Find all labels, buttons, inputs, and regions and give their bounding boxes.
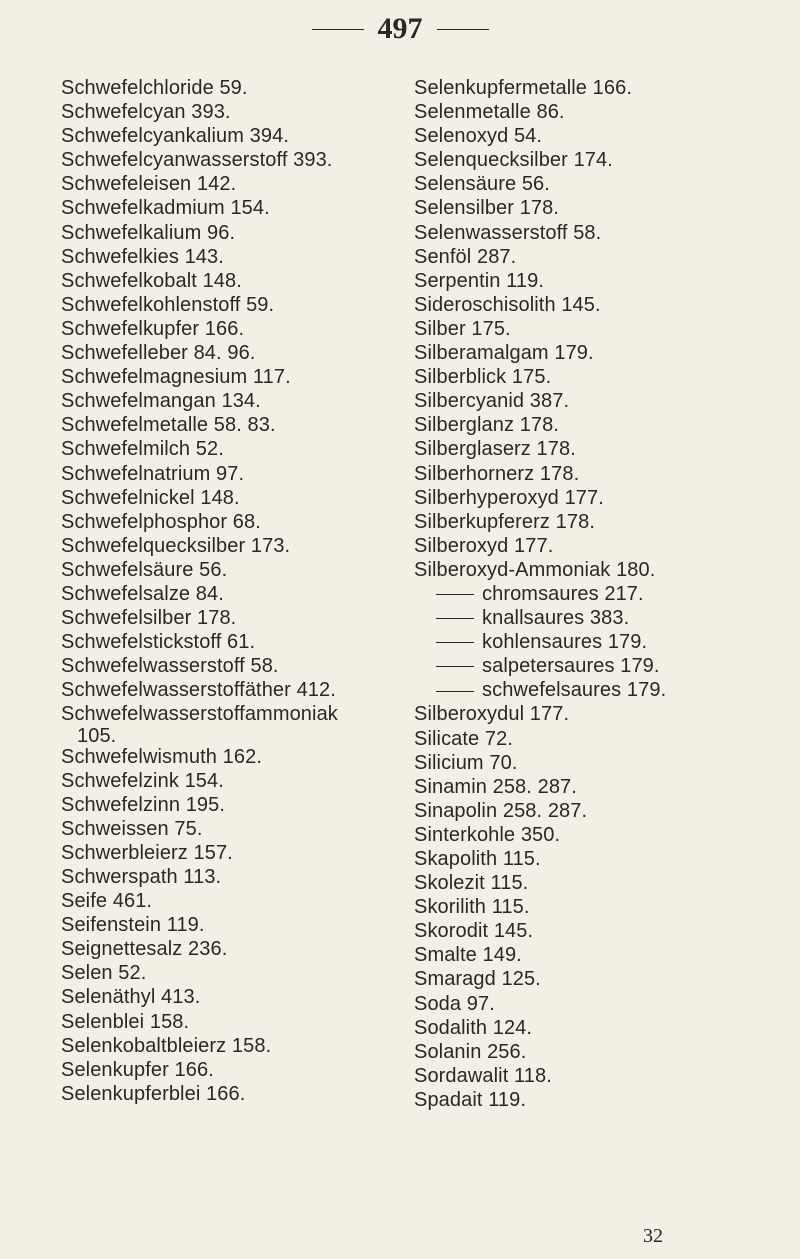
index-entry: Skapolith 115. xyxy=(414,848,541,870)
index-entry: Schwefelsalze 84. xyxy=(61,582,224,605)
index-subentry xyxy=(414,606,774,630)
index-entry: Schwefelzinn 195. xyxy=(61,793,226,816)
page-header xyxy=(0,12,800,46)
index-entry: Schwefelzink 154. xyxy=(61,769,224,792)
index-entry: Silberhyperoxyd 177. xyxy=(414,486,604,509)
index-entry: Silberhornerz 178. xyxy=(414,462,580,485)
index-entry: Sinapolin 258. 287. xyxy=(414,799,588,822)
index-entry: Selenkupfer 166. xyxy=(61,1058,214,1081)
index-entry: Schwefelmangan 134. xyxy=(61,390,261,413)
index-entry: Selenblei 158. xyxy=(61,1010,190,1033)
index-entry: Silbercyanid 387. xyxy=(414,390,570,413)
index-entry: Sodalith 124. xyxy=(414,1016,533,1039)
index-entry: Silberamalgam 179. xyxy=(414,342,594,365)
index-entry: Schwefelcyan 393. xyxy=(61,101,231,124)
index-entry: Schwefelkohlenstoff 59. xyxy=(61,293,275,316)
index-entry: Silberoxyd 177. xyxy=(414,534,554,557)
index-entry: Schwefelwasserstoffäther 412. xyxy=(61,679,336,702)
index-entry: Serpentin 119. xyxy=(414,269,545,292)
index-entry: Schwefeleisen 142. xyxy=(61,173,237,196)
subentry-text: knallsaures 383. xyxy=(482,607,630,630)
index-entry: Silberblick 175. xyxy=(414,366,552,389)
index-entry: Skorodit 145. xyxy=(414,920,534,943)
index-entry: Schwefelcyankalium 394. xyxy=(61,125,289,148)
index-entry: Schwefelphosphor 68. xyxy=(61,510,261,533)
index-entry: Selensäure 56. xyxy=(414,173,550,196)
subentry-text: salpetersaures 179. xyxy=(482,655,660,678)
index-entry: Silberoxydul 177. xyxy=(414,703,570,726)
index-subentry xyxy=(414,654,774,678)
index-entry: Solanin 256. xyxy=(414,1040,527,1063)
index-entry: Selenquecksilber 174. xyxy=(414,149,613,172)
index-entry: Schwefelwismuth 162. xyxy=(61,745,262,768)
index-entry: Skolezit 115. xyxy=(414,872,529,895)
index-subentry xyxy=(414,630,774,654)
index-entry: Schwefelquecksilber 173. xyxy=(61,534,291,557)
index-entry: Seife 461. xyxy=(61,890,153,913)
index-entry: Schwefelnatrium 97. xyxy=(61,462,245,485)
index-entry: Schwefelkies 143. xyxy=(61,245,224,268)
index-entry: Schwerbleierz 157. xyxy=(61,841,233,864)
index-entry: Schwefelsäure 56. xyxy=(61,558,228,581)
index-entry: Seignettesalz 236. xyxy=(61,938,228,961)
subentry-text: chromsaures 217. xyxy=(482,582,644,605)
header-rule-right xyxy=(437,29,489,30)
index-entry: Silberoxyd-Ammoniak 180. xyxy=(414,558,656,581)
index-entry: Sinterkohle 350. xyxy=(414,823,561,846)
index-entry: Sideroschisolith 145. xyxy=(414,293,601,316)
index-entry: Schwerspath 113. xyxy=(61,866,222,888)
index-entry: Schwefelmilch 52. xyxy=(61,438,224,461)
index-entry: Silber 175. xyxy=(414,317,511,340)
index-entry: Silicate 72. xyxy=(414,727,514,750)
index-entry: Sordawalit 118. xyxy=(414,1064,552,1087)
index-entry-continuation: 105. xyxy=(77,724,117,747)
index-entry: Selenoxyd 54. xyxy=(414,125,543,148)
index-entry: Spadait 119. xyxy=(414,1088,527,1111)
subentry-text: schwefelsaures 179. xyxy=(482,679,667,702)
index-entry: Schwefelcyanwasserstoff 393. xyxy=(61,149,333,172)
header-rule-left xyxy=(312,29,364,30)
index-entry: Schwefelkadmium 154. xyxy=(61,197,270,220)
left-index-column xyxy=(61,76,411,1106)
index-entry: Selenmetalle 86. xyxy=(414,101,565,124)
ditto-dash xyxy=(436,642,474,643)
index-entry: Schweissen 75. xyxy=(61,817,203,840)
page-number: 497 xyxy=(377,12,423,45)
ditto-dash xyxy=(436,594,474,595)
index-entry: Schwefelwasserstoffammoniak xyxy=(61,703,338,726)
index-entry: Selenkupfermetalle 166. xyxy=(414,77,632,99)
index-entry: Soda 97. xyxy=(414,992,495,1015)
index-entry: Schwefelmetalle 58. 83. xyxy=(61,414,276,437)
index-entry: Schwefelstickstoff 61. xyxy=(61,631,256,654)
index-entry: Sinamin 258. 287. xyxy=(414,775,577,798)
index-entry: Selen 52. xyxy=(61,962,147,985)
index-entry: Selenäthyl 413. xyxy=(61,986,201,1009)
index-entry: Schwefelwasserstoff 58. xyxy=(61,655,279,678)
index-entry: Skorilith 115. xyxy=(414,896,530,919)
index-entry: Schwefelchloride 59. xyxy=(61,77,248,99)
index-entry: Schwefelnickel 148. xyxy=(61,486,240,509)
index-entry: Schwefelkalium 96. xyxy=(61,221,236,244)
index-entry: Schwefelsilber 178. xyxy=(61,607,237,630)
sheet-signature: 32 xyxy=(643,1225,663,1247)
subentry-text: kohlensaures 179. xyxy=(482,631,648,654)
index-entry: Schwefelkobalt 148. xyxy=(61,269,242,292)
right-index-column xyxy=(414,76,774,1112)
index-entry: Selenkupferblei 166. xyxy=(61,1082,246,1105)
ditto-dash xyxy=(436,691,474,692)
index-entry: Schwefelleber 84. 96. xyxy=(61,342,256,365)
ditto-dash xyxy=(436,618,474,619)
index-entry: Schwefelmagnesium 117. xyxy=(61,366,291,389)
index-entry: Silicium 70. xyxy=(414,751,518,774)
index-entry: Smaragd 125. xyxy=(414,968,541,991)
index-entry: Selenkobaltbleierz 158. xyxy=(61,1034,272,1057)
index-entry: Selenwasserstoff 58. xyxy=(414,221,602,244)
index-entry: Schwefelkupfer 166. xyxy=(61,317,245,340)
index-entry: Silberglanz 178. xyxy=(414,414,560,437)
index-subentry xyxy=(414,582,774,606)
index-entry: Seifenstein 119. xyxy=(61,914,205,937)
index-entry: Smalte 149. xyxy=(414,944,522,967)
index-entry: Senföl 287. xyxy=(414,245,517,268)
index-subentry xyxy=(414,678,774,702)
index-entry: Silberglaserz 178. xyxy=(414,438,576,461)
ditto-dash xyxy=(436,666,474,667)
index-entry: Silberkupfererz 178. xyxy=(414,510,595,533)
index-entry: Selensilber 178. xyxy=(414,197,560,220)
